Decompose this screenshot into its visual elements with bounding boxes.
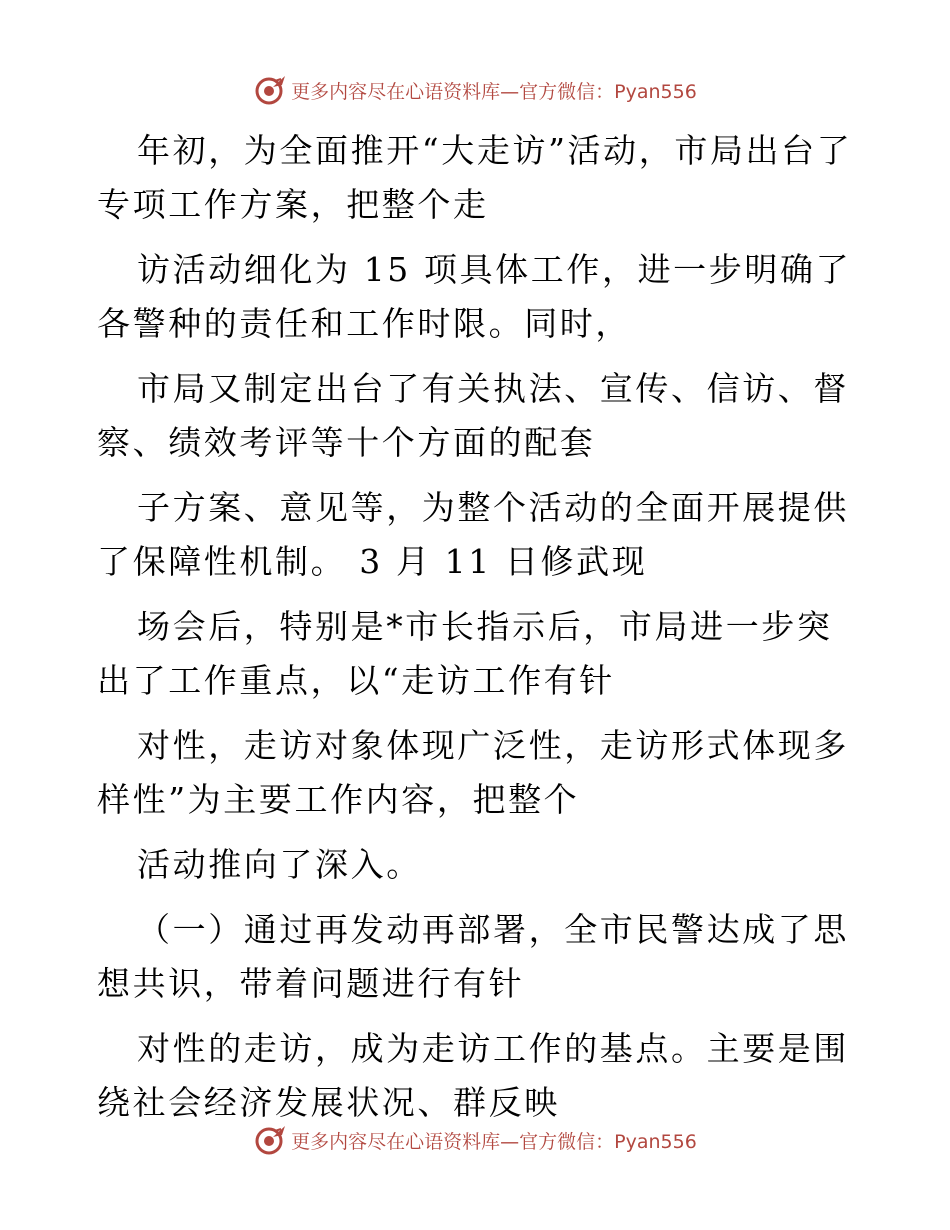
watermark-footer [0,1120,950,1160]
paragraph: 对性，走访对象体现广泛性，走访形式体现多样性”为主要工作内容，把整个 [97,726,849,819]
paragraph: 市局又制定出台了有关执法、宣传、信访、督察、绩效考评等十个方面的配套 [97,369,849,462]
watermark-header [0,70,950,110]
paragraph: 子方案、意见等，为整个活动的全面开展提供了保障性机制。 3 月 11 日修武现 [97,488,849,581]
paragraph: 场会后，特别是*市长指示后，市局进一步突出了工作重点，以“走访工作有针 [97,607,833,700]
paragraph: 对性的走访，成为走访工作的基点。主要是围绕社会经济发展状况、群反映 [97,1029,849,1122]
logo-icon [253,1123,287,1157]
logo-icon [253,73,287,107]
paragraph: 活动推向了深入。 [137,845,422,884]
document-body [97,124,857,1141]
paragraph: 访活动细化为 15 项具体工作，进一步明确了各警种的责任和工作时限。同时， [97,250,852,343]
paragraph: （一）通过再发动再部署，全市民警达成了思想共识，带着问题进行有针 [97,910,849,1003]
paragraph: 年初，为全面推开“大走访”活动，市局出台了专项工作方案，把整个走 [97,131,853,224]
watermark-text: 更多内容尽在心语资料库—官方微信：Pyan556 [291,1130,697,1153]
watermark-text: 更多内容尽在心语资料库—官方微信：Pyan556 [291,80,697,103]
